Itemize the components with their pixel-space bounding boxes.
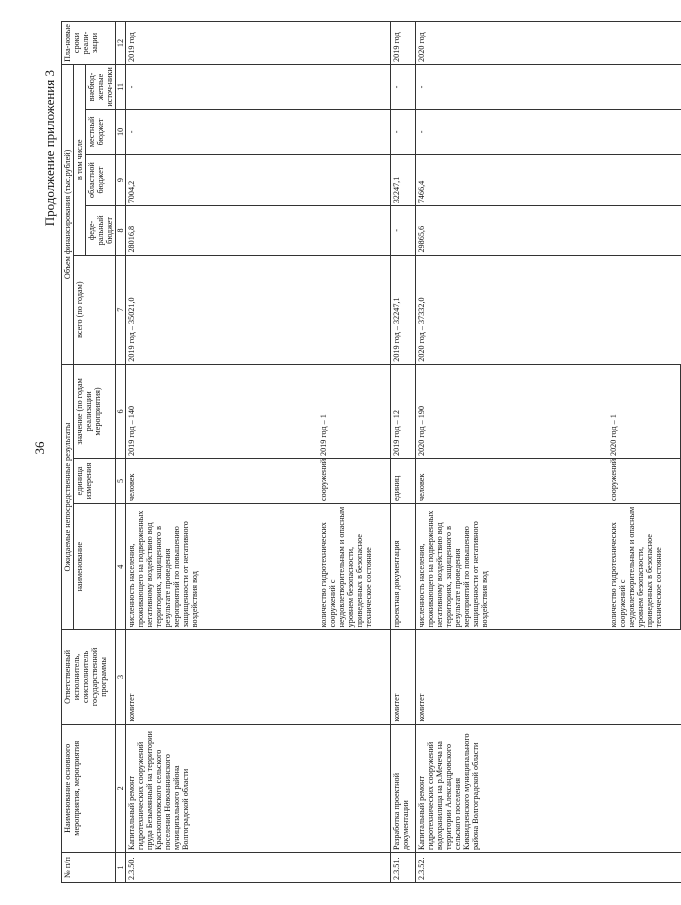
finance-local: - bbox=[416, 109, 681, 154]
header-federal: феде-ральный бюджет bbox=[86, 206, 116, 255]
result-unit: сооружений bbox=[608, 459, 681, 504]
row-name: Разработка проектной документации bbox=[391, 724, 416, 852]
header-extra: внебюд-жетные источ-ники bbox=[86, 64, 116, 109]
header-results-group: Ожидаемые непосредственные результаты bbox=[62, 364, 74, 630]
result-value: 2019 год – 140 bbox=[126, 364, 319, 458]
row-term: 2019 год bbox=[391, 22, 416, 65]
row-executor: комитет bbox=[416, 630, 681, 724]
header-result-name: наименование bbox=[74, 503, 116, 629]
column-number: 4 bbox=[116, 503, 126, 629]
row-term: 2020 год bbox=[416, 22, 681, 65]
finance-local: - bbox=[126, 109, 391, 154]
finance-federal: 28016,8 bbox=[126, 206, 391, 255]
header-name: Наименование основного мероприятия, мероприятия bbox=[62, 724, 116, 852]
column-number: 2 bbox=[116, 724, 126, 852]
column-number: 9 bbox=[116, 154, 126, 205]
header-local: местный бюджет bbox=[86, 109, 116, 154]
column-number: 8 bbox=[116, 206, 126, 255]
finance-regional: 32247,1 bbox=[391, 154, 416, 205]
page-number: 36 bbox=[32, 441, 47, 455]
row-executor: комитет bbox=[126, 630, 391, 724]
row-term: 2019 год bbox=[126, 22, 391, 65]
header-regional: областной бюджет bbox=[86, 154, 116, 205]
continuation-title: Продолжение приложения 3 bbox=[42, 70, 57, 227]
finance-total: 2020 год – 37332,0 bbox=[416, 255, 681, 364]
result-name: количество гидротехнических сооружений с неудовлетворительным и опасным уровнем безопасности, приведенных в безопасное техническое состояние bbox=[608, 503, 681, 629]
result-unit: человек bbox=[416, 459, 609, 504]
column-number: 3 bbox=[116, 630, 126, 724]
result-unit: сооружений bbox=[318, 459, 391, 504]
finance-total: 2019 год – 32247,1 bbox=[391, 255, 416, 364]
table-row bbox=[416, 22, 609, 883]
table-row bbox=[391, 22, 416, 883]
header-result-unit: единица измерения bbox=[74, 459, 116, 504]
row-number: 2.3.52. bbox=[416, 853, 681, 883]
result-name: численность населения, проживающего на подверженных негативному воздействию вод территориях, защищенного в результате проведения мероприятий по повышению защищенности от негативного воздействия вод bbox=[126, 503, 319, 629]
column-number: 1 bbox=[116, 853, 126, 883]
header-finance-including: в том числе bbox=[74, 64, 86, 255]
finance-regional: 7004,2 bbox=[126, 154, 391, 205]
row-executor: комитет bbox=[391, 630, 416, 724]
header-executor: Ответственный исполнитель, соисполнитель государственной программы bbox=[62, 630, 116, 724]
header-num: № п/п bbox=[62, 853, 116, 883]
result-value: 2020 год – 1 bbox=[608, 364, 681, 458]
result-value: 2020 год – 190 bbox=[416, 364, 609, 458]
header-finance-group: Объем финансирования (тыс.рублей) bbox=[62, 64, 74, 364]
result-unit: единиц bbox=[391, 459, 416, 504]
result-value: 2019 год – 12 bbox=[391, 364, 416, 458]
finance-regional: 7466,4 bbox=[416, 154, 681, 205]
table-row bbox=[126, 22, 319, 883]
row-name: Капитальный ремонт гидротехнических сооружений пруда Безымянный на территории Краснопоповского сельского поселения Новоаннинского муниципального района Волгоградской области bbox=[126, 724, 391, 852]
finance-extra: - bbox=[126, 64, 391, 109]
finance-local: - bbox=[391, 109, 416, 154]
column-number: 5 bbox=[116, 459, 126, 504]
finance-federal: - bbox=[391, 206, 416, 255]
result-name: количество гидротехнических сооружений с неудовлетворительным и опасным уровнем безопасности, приведенных в безопасное техническое состояние bbox=[318, 503, 391, 629]
result-name: проектная документация bbox=[391, 503, 416, 629]
column-number: 7 bbox=[116, 255, 126, 364]
finance-total: 2019 год – 35021,0 bbox=[126, 255, 391, 364]
row-name: Капитальный ремонт гидротехнических сооружений водохранилища на р.Мечеча на территории Александровского сельского поселения Киквидзенского муниципального района Волгоградской области bbox=[416, 724, 681, 852]
column-number: 10 bbox=[116, 109, 126, 154]
row-number: 2.3.51. bbox=[391, 853, 416, 883]
row-number: 2.3.50. bbox=[126, 853, 391, 883]
finance-extra: - bbox=[416, 64, 681, 109]
header-finance-total: всего (по годам) bbox=[74, 255, 116, 364]
column-number: 11 bbox=[116, 64, 126, 109]
column-number: 6 bbox=[116, 364, 126, 458]
finance-federal: 29865,6 bbox=[416, 206, 681, 255]
result-unit: человек bbox=[126, 459, 319, 504]
result-name: численность населения, проживающего на подверженных негативному воздействию вод территориях, защищенного в результате проведения мероприятий по повышению защищенности от негативного воздействия вод bbox=[416, 503, 609, 629]
header-result-value: значение (по годам реализации мероприятия) bbox=[74, 364, 116, 458]
finance-extra: - bbox=[391, 64, 416, 109]
header-terms: Пла-новые сроки реали-зации bbox=[62, 22, 116, 65]
result-value: 2019 год – 1 bbox=[318, 364, 391, 458]
program-table bbox=[61, 21, 681, 883]
column-number: 12 bbox=[116, 22, 126, 65]
